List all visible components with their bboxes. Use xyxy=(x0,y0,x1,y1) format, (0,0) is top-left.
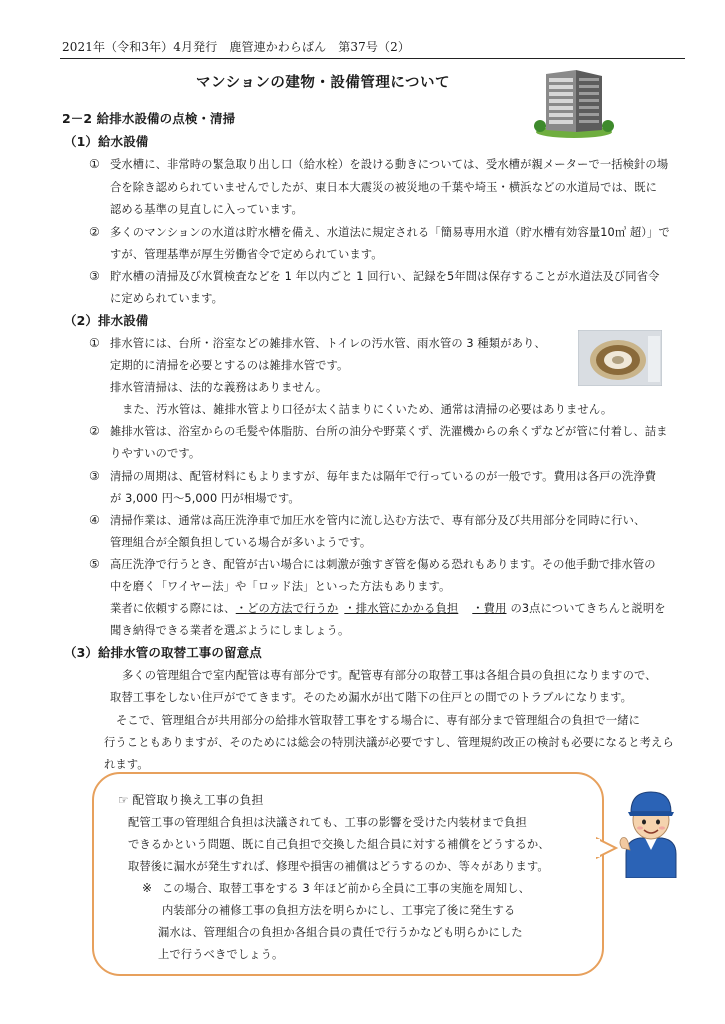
request-line xyxy=(110,601,666,616)
request-suffix: の3点についてきちんと説明を xyxy=(510,602,666,615)
callout-line: 配管工事の管理組合負担は決議されても、工事の影響を受けた内装材まで負担 xyxy=(128,816,527,829)
list-item-line: 清掃作業は、通常は高圧洗浄車で加圧水を管内に流し込む方法で、専有部分及び共用部分を同時に行い、 xyxy=(110,514,646,527)
paragraph-line: れます。 xyxy=(104,758,149,771)
callout-note-line: この場合、取替工事をする 3 年ほど前から全員に工事の実施を周知し、 xyxy=(162,882,530,895)
request-line-2: 聞き納得できる業者を選ぶようにしましょう。 xyxy=(110,624,350,637)
item-number: ① xyxy=(89,157,100,171)
list-item-line: また、汚水管は、雑排水管より口径が太く詰まりにくいため、通常は清掃の必要はありません。 xyxy=(122,403,613,416)
list-item-line: 管理組合が全額負担している場合が多いようです。 xyxy=(110,536,372,549)
item-number: ② xyxy=(89,225,100,239)
item-number: ③ xyxy=(89,469,100,483)
item-number: ⑤ xyxy=(89,557,100,571)
paragraph-line: 取替工事をしない住戸がでてきます。そのため漏水が出て階下の住戸との間でのトラブルになります。 xyxy=(110,691,633,704)
request-prefix: 業者に依頼する際には、 xyxy=(110,602,230,615)
item-number: ② xyxy=(89,424,100,438)
worker-icon xyxy=(616,784,686,878)
replacement-heading: （3）給排水管の取替工事の留意点 xyxy=(64,645,262,660)
list-item-line: すが、管理基準が厚生労働省令で定められています。 xyxy=(110,248,383,261)
callout-note-line: 内装部分の補修工事の負担方法を明らかにし、工事完了後に発生する xyxy=(162,904,516,917)
list-item-line: 高圧洗浄で行うとき、配管が古い場合には刺激が強すぎ管を傷める恐れもあります。その他手動で排水管の xyxy=(110,558,656,571)
paragraph-line: そこで、管理組合が共用部分の給排水管取替工事をする場合に、専有部分まで管理組合の負担で一緒に xyxy=(116,714,641,727)
list-item-line: が 3,000 円～5,000 円が相場です。 xyxy=(110,492,300,505)
section-heading: 2－2 給排水設備の点検・清掃 xyxy=(62,111,236,126)
list-item-line: 受水槽に、非常時の緊急取り出し口（給水栓）を設ける動きについては、受水槽が親メーターで一括検針の場 xyxy=(110,158,669,171)
newsletter-header: 2021年（令和3年）4月発行 鹿管連かわらばん 第37号（2） xyxy=(62,40,410,54)
callout-note-line: 漏水は、管理組合の負担か各組合員の責任で行うかなども明らかにした xyxy=(158,926,523,939)
list-item-line: 中を磨く「ワイヤー法」や「ロッド法」といった方法もあります。 xyxy=(110,580,451,593)
list-item-line: 合を除き認められていませんでしたが、東日本大震災の被災地の千葉や埼玉・横浜などの水道局では、既に xyxy=(110,181,658,194)
callout-line: できるかという問題、既に自己負担で交換した組合員に対する補償をどうするか、 xyxy=(128,838,550,851)
list-item-line: 貯水槽の清掃及び水質検査などを 1 年以内ごと 1 回行い、記録を5年間は保存することが水道法及び同省令 xyxy=(110,270,660,283)
list-item-line: 多くのマンションの水道は貯水槽を備え、水道法に規定される「簡易専用水道（貯水槽有効容量10㎥ 超）」で xyxy=(110,226,670,239)
request-point-burden: ・排水管にかかる負担 xyxy=(344,602,459,615)
header-divider xyxy=(60,58,685,59)
list-item-line: 排水管には、台所・浴室などの雑排水管、トイレの汚水管、雨水管の 3 種類があり、 xyxy=(110,337,546,350)
paragraph-line: 多くの管理組合で室内配管は専有部分です。配管専有部分の取替工事は各組合員の負担になりますので、 xyxy=(122,669,657,682)
callout-note-line: 上で行うべきでしょう。 xyxy=(158,948,284,961)
callout-line: 取替後に漏水が発生すれば、修理や損害の補償はどうするのか、等々があります。 xyxy=(128,860,549,873)
building-icon xyxy=(532,68,614,140)
item-number: ③ xyxy=(89,269,100,283)
list-item-line: 認める基準の見直しに入っています。 xyxy=(110,203,303,216)
list-item-line: 雑排水管は、浴室からの毛髪や体脂肪、台所の油分や野菜くず、洗濯機からの糸くずなどが管に付着し、詰ま xyxy=(110,425,668,438)
list-item-line: 排水管清掃は、法的な義務はありません。 xyxy=(110,381,328,394)
drainage-heading: （2）排水設備 xyxy=(64,313,149,328)
water-supply-heading: （1）給水設備 xyxy=(64,134,149,149)
item-number: ④ xyxy=(89,513,100,527)
list-item-line: りやすいのです。 xyxy=(110,447,201,460)
request-point-cost: ・費用 xyxy=(472,602,507,615)
note-mark: ※ xyxy=(142,881,153,895)
request-point-method: ・どの方法で行うか xyxy=(235,602,339,615)
list-item-line: 清掃の周期は、配管材料にもよりますが、毎年または隔年で行っているのが一般です。費用は各戸の洗浄費 xyxy=(110,470,657,483)
item-number: ① xyxy=(89,336,100,350)
page-title: マンションの建物・設備管理について xyxy=(196,75,451,91)
drain-photo xyxy=(578,330,662,386)
list-item-line: 定期的に清掃を必要とするのは雑排水管です。 xyxy=(110,359,349,372)
paragraph-line: 行うこともありますが、そのためには総会の特別決議が必要ですし、管理規約改正の検討も必要になると考えら xyxy=(104,736,674,749)
list-item-line: に定められています。 xyxy=(110,292,224,305)
callout-heading: ☞ 配管取り換え工事の負担 xyxy=(118,793,264,807)
